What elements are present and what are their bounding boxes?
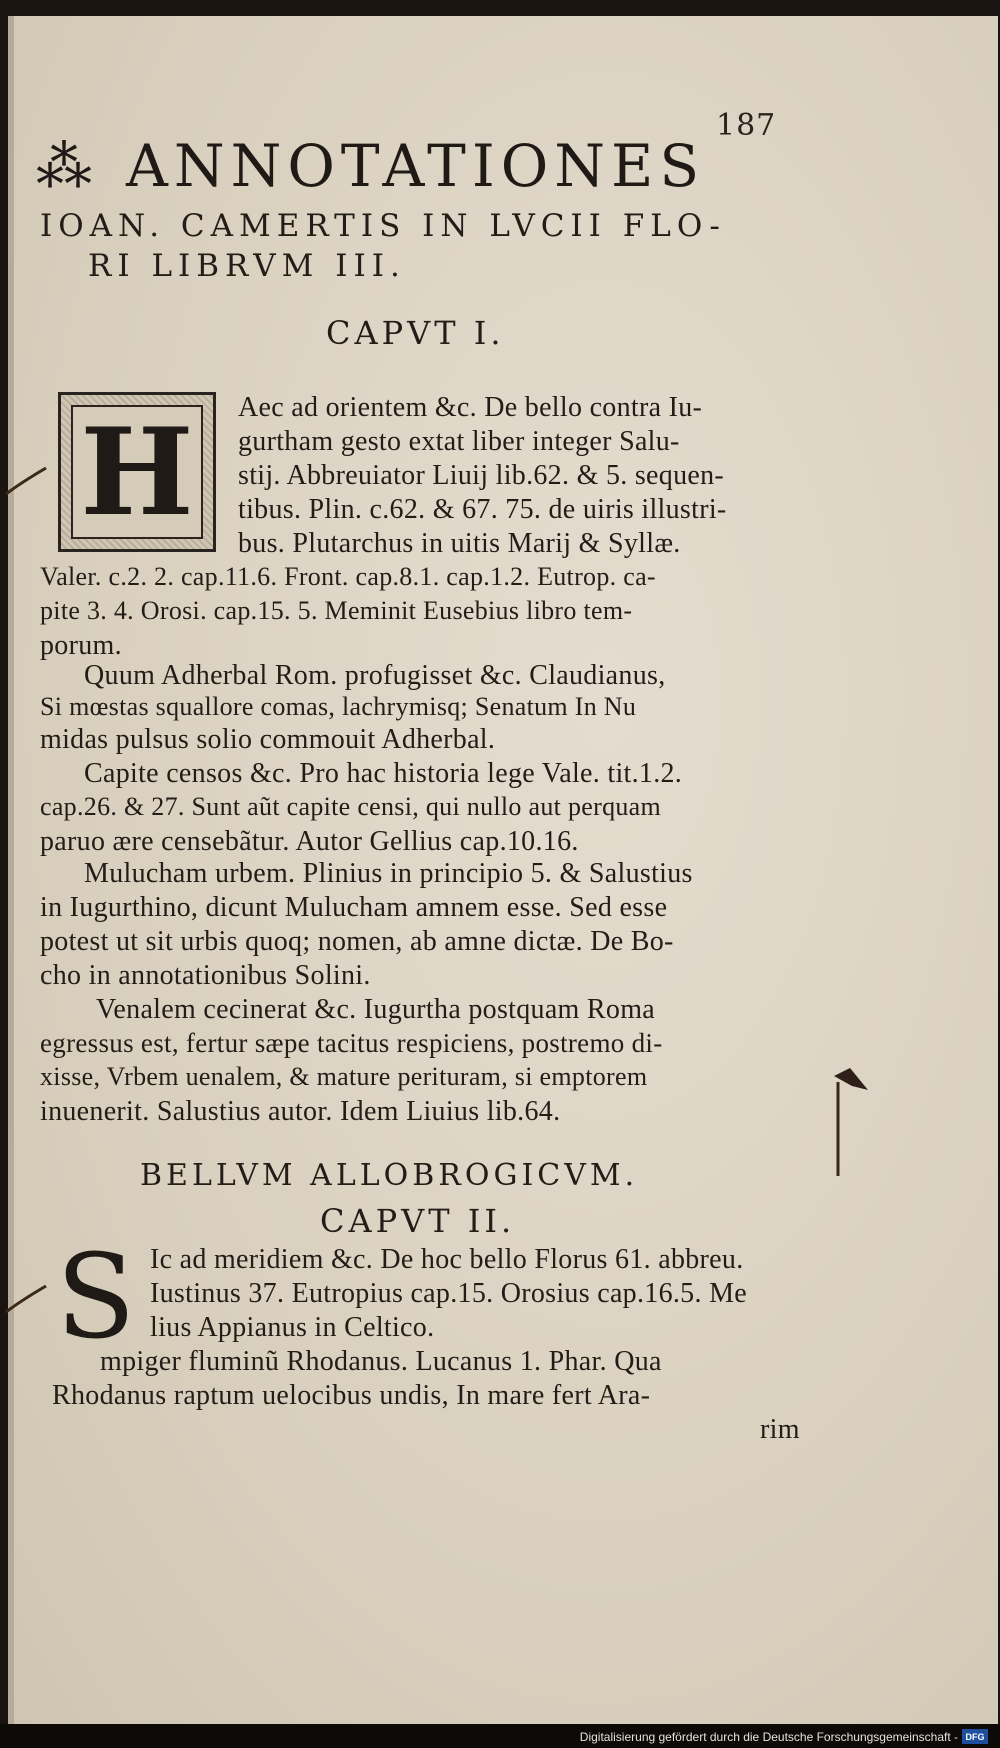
initial-letter-s: S <box>56 1230 136 1365</box>
title-line-2: IOAN. CAMERTIS IN LVCII FLO- <box>40 208 726 244</box>
text-line: potest ut sit urbis quoq; nomen, ab amne dictæ. De Bo- <box>40 926 674 957</box>
text-line: cho in annotationibus Solini. <box>40 960 371 991</box>
decorated-initial-h <box>58 392 216 552</box>
initial-letter: H <box>71 405 203 539</box>
text-line: Quum Adherbal Rom. profugisset &c. Claudianus, <box>84 660 666 691</box>
text-line: Rhodanus raptum uelocibus undis, In mare fert Ara- <box>52 1380 651 1411</box>
title-line-1 <box>36 132 816 200</box>
page-number: 187 <box>716 108 777 143</box>
chapter-2-heading: CAPVT II. <box>320 1202 516 1240</box>
title-annotationes: ANNOTATIONES <box>126 132 706 200</box>
text-line: stij. Abbreuiator Liuij lib.62. & 5. sequen- <box>238 460 725 491</box>
text-line: cap.26. & 27. Sunt aũt capite censi, qui nullo aut perquam <box>40 792 662 821</box>
text-line: paruo ære censebãtur. Autor Gellius cap.10.16. <box>40 826 579 857</box>
text-line: mpiger fluminũ Rhodanus. Lucanus 1. Phar. Qua <box>100 1346 662 1377</box>
footer-bar <box>0 1724 1000 1748</box>
section-title: BELLVM ALLOBROGICVM. <box>140 1158 639 1193</box>
chapter-1-heading: CAPVT I. <box>326 314 505 352</box>
text-line: Mulucham urbem. Plinius in principio 5. & Salustius <box>84 858 693 889</box>
catchword: rim <box>760 1414 800 1445</box>
text-line: porum. <box>40 630 122 661</box>
text-line: lius Appianus in Celtico. <box>150 1312 435 1343</box>
text-line: midas pulsus solio commouit Adherbal. <box>40 724 496 755</box>
ornament-icon: ⁂ <box>36 135 92 200</box>
text-line: Iustinus 37. Eutropius cap.15. Orosius cap.16.5. Me <box>150 1278 748 1309</box>
text-line: bus. Plutarchus in uitis Marij & Syllæ. <box>238 528 681 559</box>
text-line: tibus. Plin. c.62. & 67. 75. de uiris illustri- <box>238 494 727 525</box>
margin-mark-icon <box>2 1280 52 1320</box>
footer-text: Digitalisierung gefördert durch die Deutsche Forschungsgemeinschaft - <box>579 1730 958 1744</box>
title-line-3: RI LIBRVM III. <box>88 248 406 284</box>
text-line: Si mœstas squallore comas, lachrymisq; Senatum In Nu <box>40 692 637 721</box>
text-line: Ic ad meridiem &c. De hoc bello Florus 61. abbreu. <box>150 1244 744 1275</box>
text-line: Aec ad orientem &c. De bello contra Iu- <box>238 392 703 423</box>
text-line: gurtham gesto extat liber integer Salu- <box>238 426 680 457</box>
dfg-logo: DFG <box>962 1729 988 1744</box>
margin-mark-icon <box>2 462 52 502</box>
margin-pointer-icon <box>828 1060 888 1180</box>
text-line: Venalem cecinerat &c. Iugurtha postquam Roma <box>96 994 656 1025</box>
text-line: egressus est, fertur sæpe tacitus respiciens, postremo di- <box>40 1028 663 1058</box>
text-line: xisse, Vrbem uenalem, & mature perituram, si emptorem <box>40 1062 648 1091</box>
text-line: pite 3. 4. Orosi. cap.15. 5. Meminit Eusebius libro tem- <box>40 596 633 625</box>
text-line: inuenerit. Salustius autor. Idem Liuius lib.64. <box>40 1096 561 1127</box>
text-line: in Iugurthino, dicunt Mulucham amnem esse. Sed esse <box>40 892 668 923</box>
text-line: Capite censos &c. Pro hac historia lege Vale. tit.1.2. <box>84 758 683 789</box>
text-line: Valer. c.2. 2. cap.11.6. Front. cap.8.1. cap.1.2. Eutrop. ca- <box>40 562 656 591</box>
